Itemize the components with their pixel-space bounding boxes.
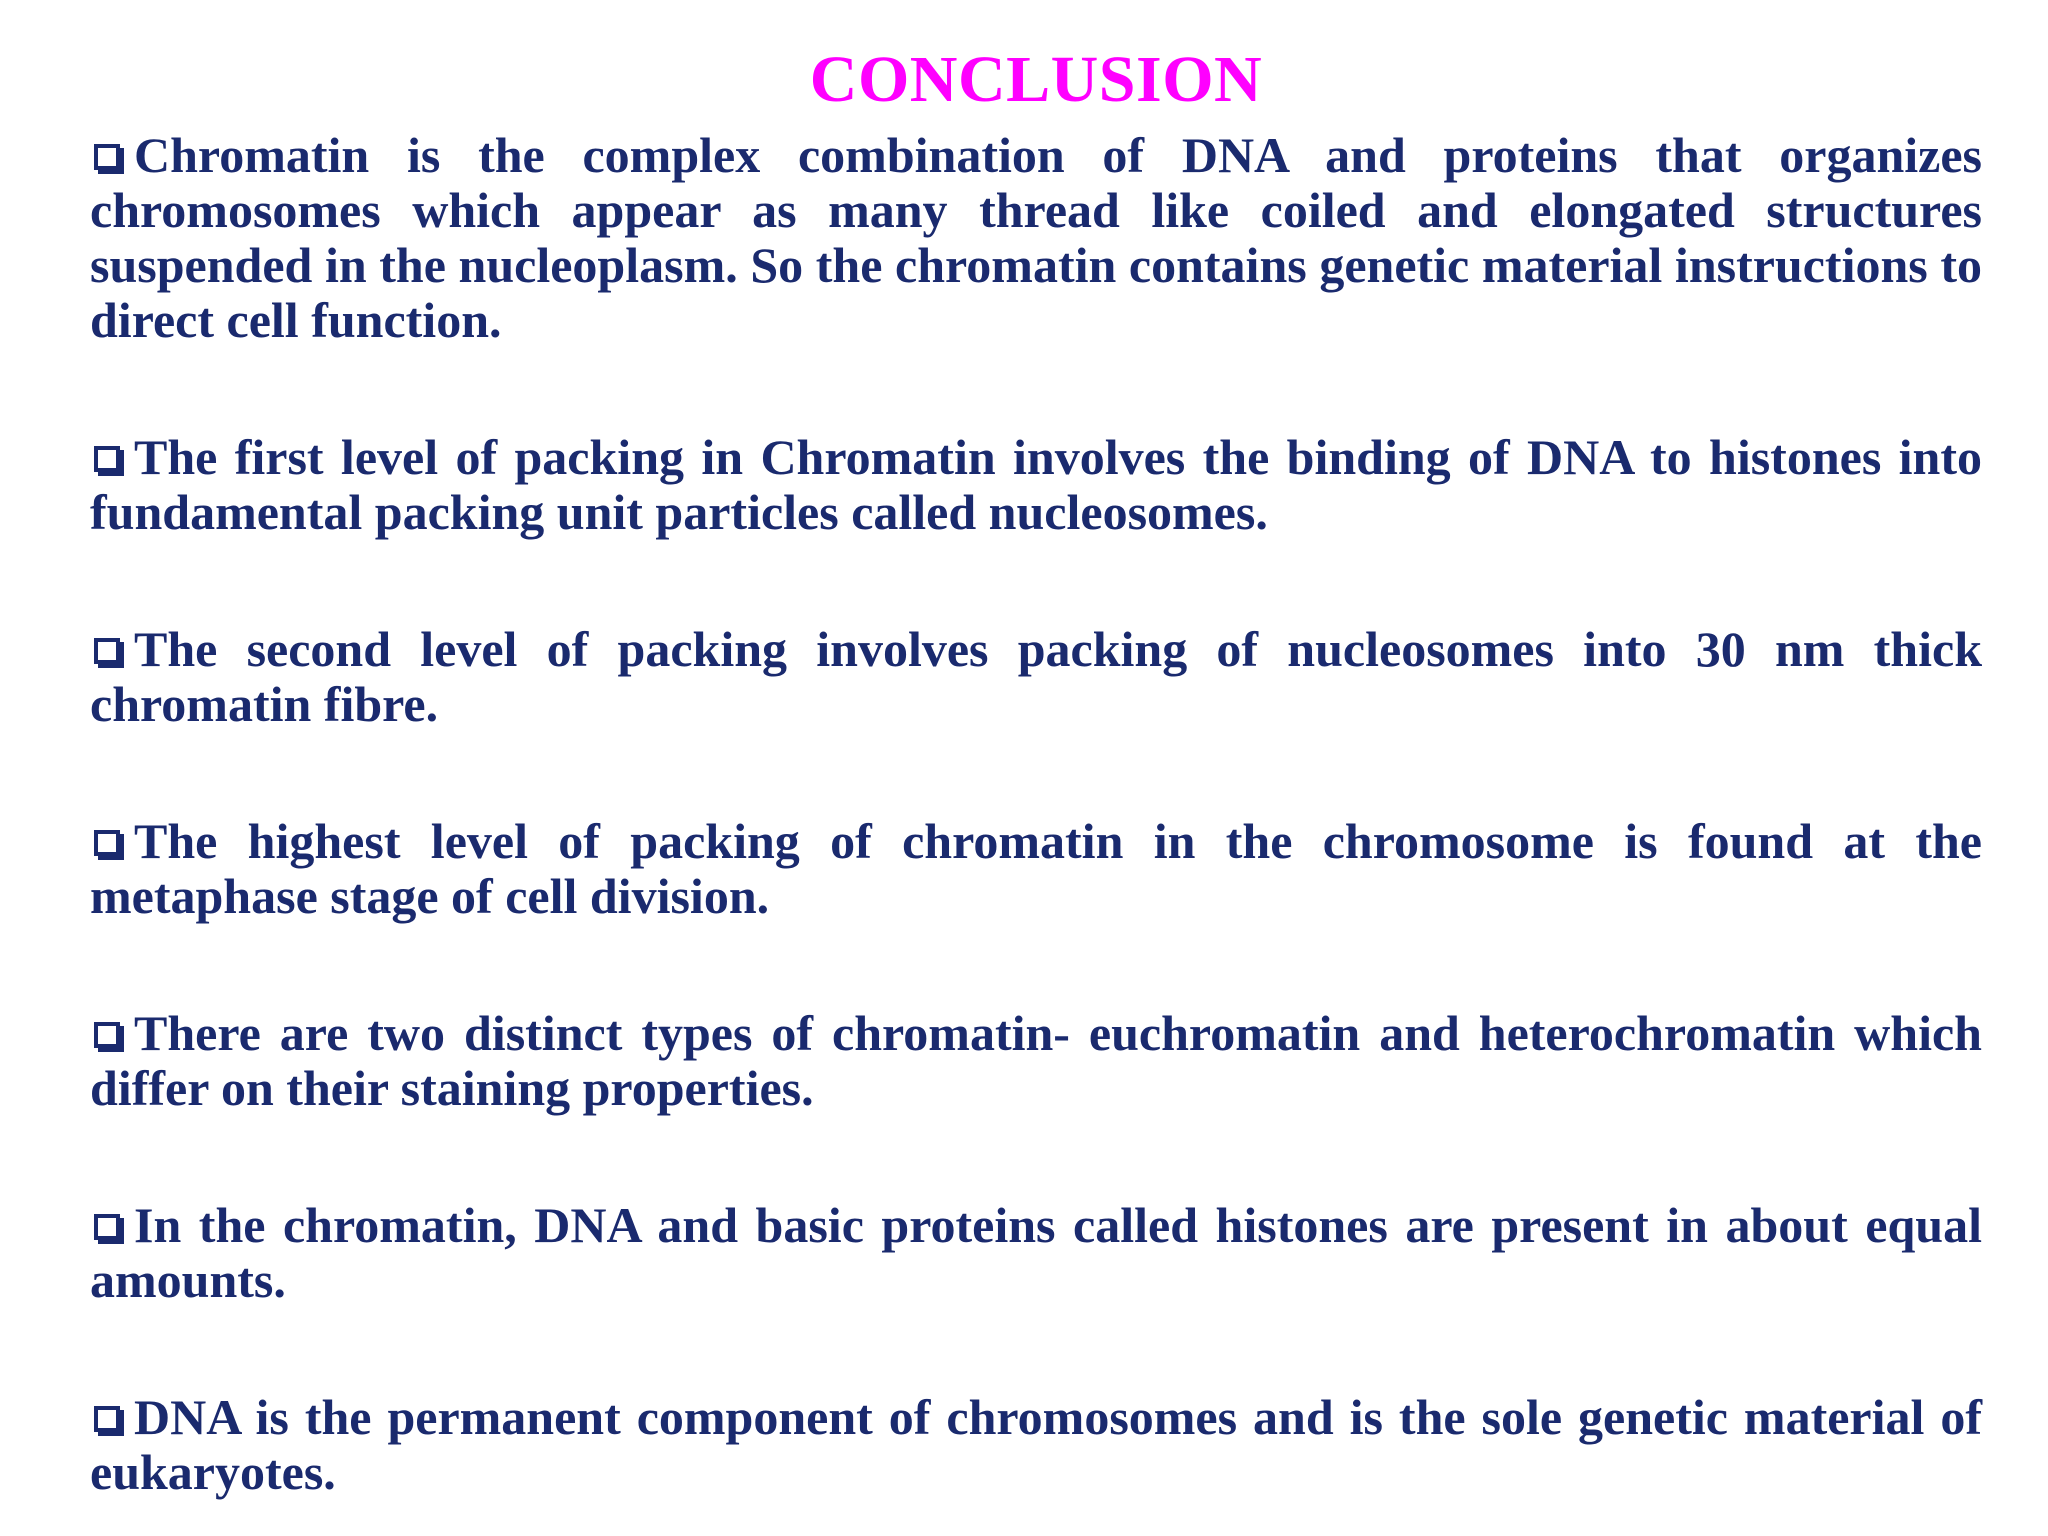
slide-title: CONCLUSION [809, 43, 1263, 116]
bullet-item [90, 128, 1982, 348]
bullet-text: The second level of packing involves packing of nucleosomes into 30 nm thick chromatin fibre. [90, 621, 1982, 732]
bullet-item [90, 430, 1982, 540]
square-bullet-icon [94, 1214, 120, 1240]
bullet-item [90, 1006, 1982, 1116]
bullet-text: The first level of packing in Chromatin involves the binding of DNA to histones into fundamental packing unit particles called nucleosomes. [90, 429, 1982, 540]
square-bullet-icon [94, 638, 120, 664]
bullet-text: There are two distinct types of chromatin- euchromatin and heterochromatin which differ on their staining properties. [90, 1005, 1982, 1116]
square-bullet-icon [94, 446, 120, 472]
bullet-text: The highest level of packing of chromatin in the chromosome is found at the metaphase stage of cell division. [90, 813, 1982, 924]
bullet-list [90, 128, 1982, 1500]
bullet-text: Chromatin is the complex combination of DNA and proteins that organizes chromosomes which appear as many thread like coiled and elongated structures suspended in the nucleoplasm. So the chromatin contains genetic material instructions to direct cell function. [90, 127, 1982, 348]
square-bullet-icon [94, 1406, 120, 1432]
square-bullet-icon [94, 1022, 120, 1048]
bullet-text: In the chromatin, DNA and basic proteins called histones are present in about equal amounts. [90, 1197, 1982, 1308]
bullet-item [90, 622, 1982, 732]
bullet-item [90, 1390, 1982, 1500]
bullet-text: DNA is the permanent component of chromosomes and is the sole genetic material of eukaryotes. [90, 1389, 1982, 1500]
square-bullet-icon [94, 830, 120, 856]
bullet-item [90, 1198, 1982, 1308]
square-bullet-icon [94, 144, 120, 170]
bullet-item [90, 814, 1982, 924]
